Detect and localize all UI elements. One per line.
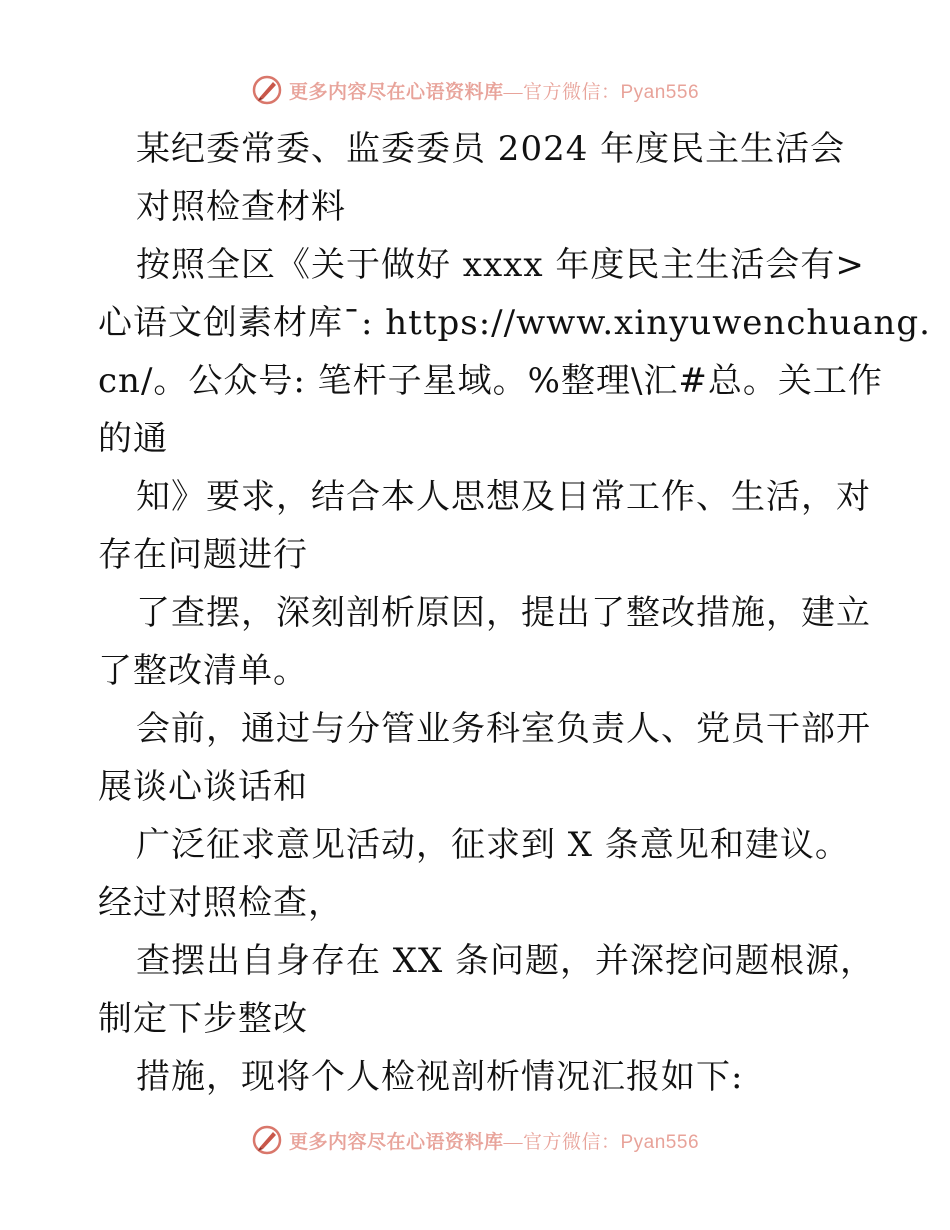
quill-pen-logo-icon	[251, 1124, 283, 1156]
paragraph-line: 心语文创素材库¯: https://www.xinyuwenchuang.	[98, 303, 931, 343]
watermark-text: 更多内容尽在心语资料库—官方微信：Pyan556	[288, 81, 700, 103]
paragraph-line: 展谈心谈话和	[98, 767, 308, 807]
header-watermark	[0, 70, 950, 110]
watermark-text: 更多内容尽在心语资料库—官方微信：Pyan556	[288, 1131, 700, 1153]
paragraph-line: 查摆出自身存在 XX 条问题，并深挖问题根源，	[136, 941, 876, 981]
doc-title-line-1: 某纪委常委、监委委员 2024 年度民主生活会	[136, 129, 846, 169]
paragraph-line: 会前，通过与分管业务科室负责人、党员干部开	[136, 709, 871, 749]
paragraph-line: cn/。公众号: 笔杆子星域。%整理\汇#总。关工作	[98, 361, 883, 401]
paragraph-line: 的通	[98, 419, 168, 459]
paragraph-line: 知》要求，结合本人思想及日常工作、生活，对	[136, 477, 871, 517]
paragraph-line: 制定下步整改	[98, 999, 308, 1039]
paragraph-line: 了整改清单。	[98, 651, 308, 691]
paragraph-line: 经过对照检查，	[98, 883, 343, 923]
paragraph-line: 措施，现将个人检视剖析情况汇报如下:	[136, 1057, 744, 1097]
paragraph-line: 按照全区《关于做好 xxxx 年度民主生活会有>	[136, 245, 865, 285]
doc-title-line-2: 对照检查材料	[136, 187, 346, 227]
paragraph-line: 了查摆，深刻剖析原因，提出了整改措施，建立	[136, 593, 871, 633]
paragraph-line: 广泛征求意见活动，征求到 X 条意见和建议。	[136, 825, 850, 865]
paragraph-line: 存在问题进行	[98, 535, 308, 575]
quill-pen-logo-icon	[251, 74, 283, 106]
footer-watermark	[0, 1120, 950, 1160]
document-body	[98, 120, 931, 1106]
